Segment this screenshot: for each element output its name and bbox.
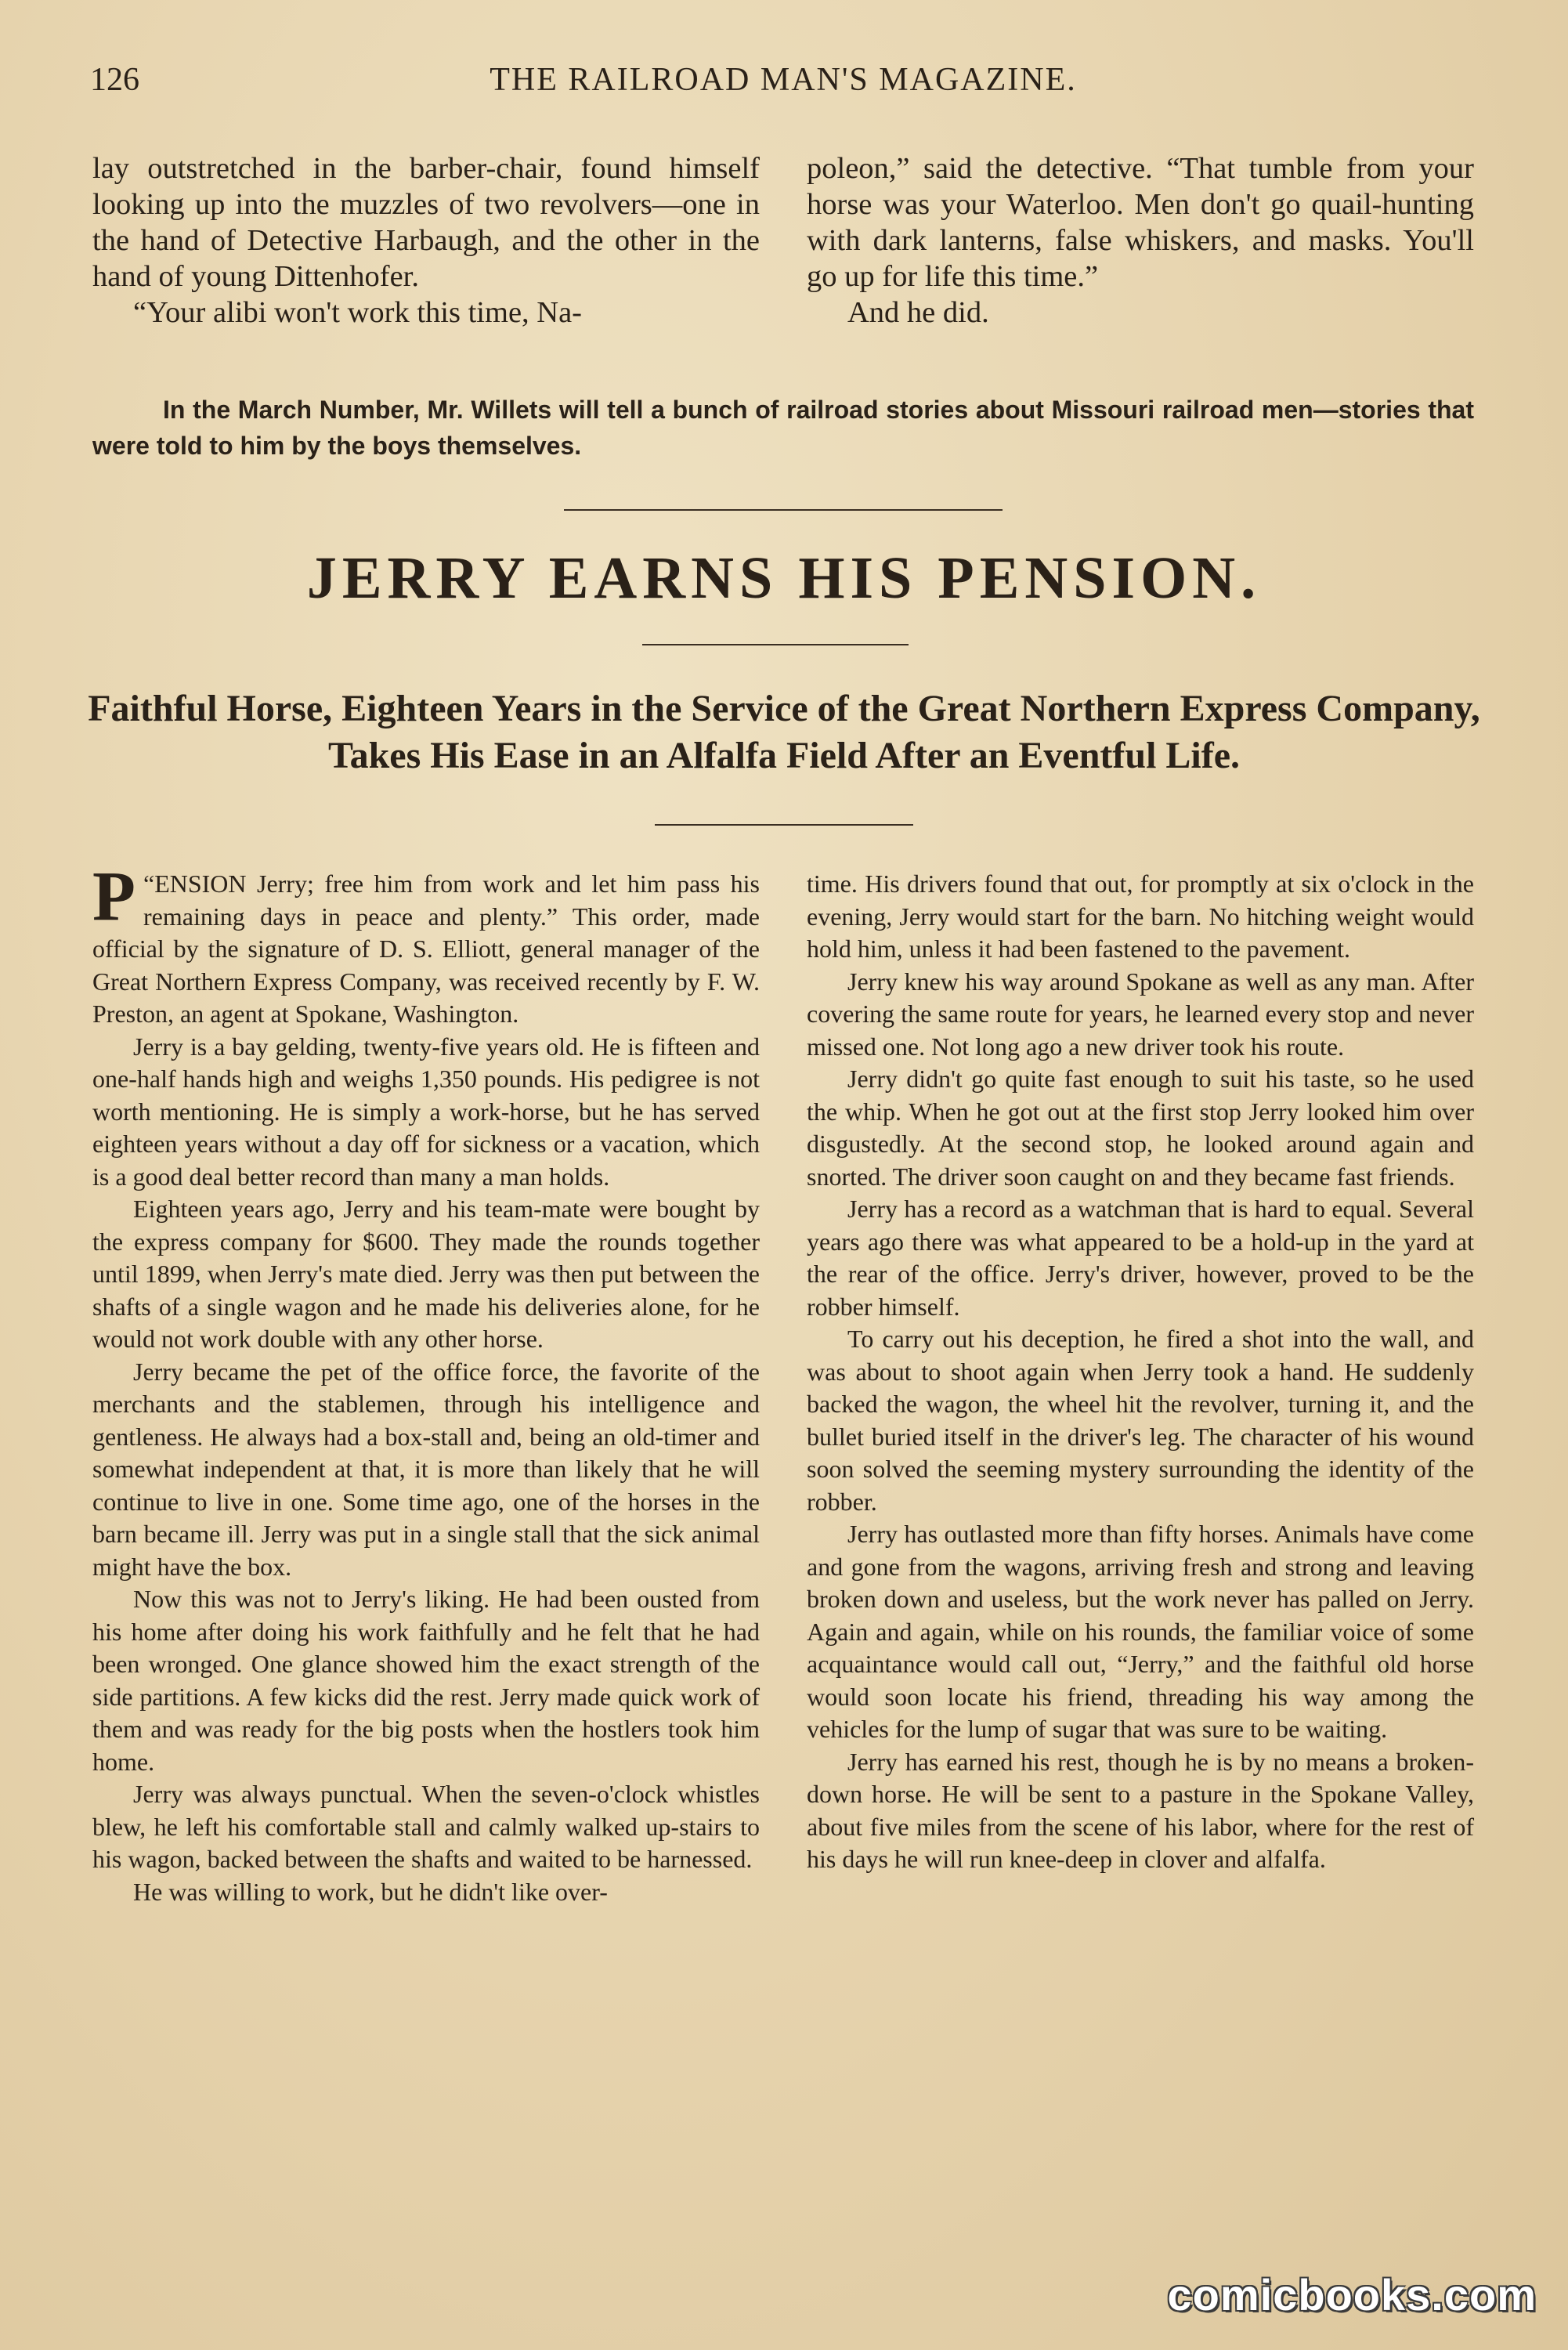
article-paragraph: Jerry has a record as a watchman that is hard to equal. Several years ago there was what appeared to be a hold-up in the yard at the rear of the office. Jerry's driver, however, proved to be the robber himself. [807,1195,1474,1321]
opening-quote: “ [143,870,155,898]
article-left-column [92,858,760,1908]
previous-story-paragraph: lay outstretched in the barber-chair, found himself looking up into the muzzles of two revolvers—one in the hand of Detective Harbaugh, and the other in the hand of young Dittenhofer. [92,152,760,293]
article-paragraph: time. His drivers found that out, for promptly at six o'clock in the evening, Jerry would start for the barn. No hitching weight would hold him, unless it had been fastened to the pavement. [807,870,1474,963]
article-paragraph [92,858,760,1031]
article-paragraph: Jerry became the pet of the office force, the favorite of the merchants and the stablemen, through his intelligence and gentleness. He always had a box-stall and, being an old-timer and somewhat independent at that, it is more than likely that he will continue to live in one. Some time ago, one of the horses in the barn became ill. Jerry was put in a single stall that the sick animal might have the box. [92,1357,760,1581]
article-paragraph: Now this was not to Jerry's liking. He had been ousted from his home after doing his work faithfully and he felt that he had been wronged. One glance showed him the exact strength of the side partitions. A few kicks did the rest. Jerry made quick work of them and was ready for the big posts when the hostlers took him home. [92,1585,760,1776]
article-subhead: Faithful Horse, Eighteen Years in the Service of the Great Northern Express Company, Takes His Ease in an Alfalfa Field After an Eventful Life. [88,688,1480,776]
subhead-rule [655,824,913,826]
article-headline: JERRY EARNS HIS PENSION. [306,545,1262,611]
article-paragraph: Jerry has earned his rest, though he is by no means a broken-down horse. He will be sent to a pasture in the Spokane Valley, about five miles from the scene of his labor, where for the rest of his days he will run knee-deep in clover and alfalfa. [807,1747,1474,1873]
previous-story-right-column [807,150,1474,331]
watermark: comicbooks.com [1167,2270,1537,2319]
article-paragraph: Jerry didn't go quite fast enough to suit his taste, so he used the whip. When he got out at the first stop Jerry looked him over disgustedly. At the second stop, he looked around again and snorted. The driver soon caught on and they became fast friends. [807,1065,1474,1191]
article-paragraph: Jerry has outlasted more than fifty horses. Animals have come and gone from the wagons, arriving fresh and strong and leaving broken down and useless, but the work never has palled on Jerry. Again and again, while on his rounds, the familiar voice of some acquaintance would call out, “Jerry,” and the faithful old horse would soon locate his friend, threading his way among the vehicles for the lump of sugar that was sure to be waiting. [807,1520,1474,1743]
previous-story-paragraph: “Your alibi won't work this time, Na- [133,296,582,329]
next-issue-notice: In the March Number, Mr. Willets will tell a bunch of railroad stories about Missouri railroad men—stories that were told to him by the boys themselves. [92,396,1474,460]
page-number: 126 [90,62,139,98]
headline-rule [642,644,909,645]
article-paragraph: Jerry was always punctual. When the seven-o'clock whistles blew, he left his comfortable stall and calmly walked up-stairs to his wagon, backed between the shafts and waited to be harnessed. [92,1780,760,1873]
running-title: THE RAILROAD MAN'S MAGAZINE. [490,62,1077,98]
previous-story-paragraph: And he did. [847,296,989,329]
page-header [90,61,1476,116]
first-paragraph-text: ENSION Jerry; free him from work and let him pass his remaining days in peace and plenty.” This order, made official by the signature of D. S. Elliott, general manager of the Great Northern Express Company, was received recently by F. W. Preston, an agent at Spokane, Washington. [92,870,760,1028]
article-paragraph: To carry out his deception, he fired a shot into the wall, and was about to shoot again when Jerry took a hand. He suddenly backed the wagon, the wheel hit the revolver, turning it, and the bullet buried itself in the driver's leg. The character of his wound soon solved the seeming mystery surrounding the identity of the robber. [807,1325,1474,1516]
article-paragraph: Jerry is a bay gelding, twenty-five years old. He is fifteen and one-half hands high and weighs 1,350 pounds. His pedigree is not worth mentioning. He is simply a work-horse, but he has served eighteen years without a day off for sickness or a vacation, which is a good deal better record than many a man holds. [92,1032,760,1191]
section-divider [564,509,1003,511]
article-right-column [807,868,1474,1876]
article-paragraph: He was willing to work, but he didn't like over- [133,1877,608,1906]
drop-cap: P [92,858,135,935]
article-paragraph: Eighteen years ago, Jerry and his team-mate were bought by the express company for $600. They made the rounds together until 1899, when Jerry's mate died. Jerry was then put between the shafts of a single wagon and he made his deliveries alone, for he would not work double with any other horse. [92,1195,760,1353]
article-paragraph: Jerry knew his way around Spokane as well as any man. After covering the same route for years, he learned every stop and never missed one. Not long ago a new driver took his route. [807,967,1474,1061]
previous-story-paragraph: poleon,” said the detective. “That tumble from your horse was your Waterloo. Men don't go quail-hunting with dark lanterns, false whiskers, and masks. You'll go up for life this time.” [807,152,1474,293]
previous-story-left-column [92,150,760,331]
